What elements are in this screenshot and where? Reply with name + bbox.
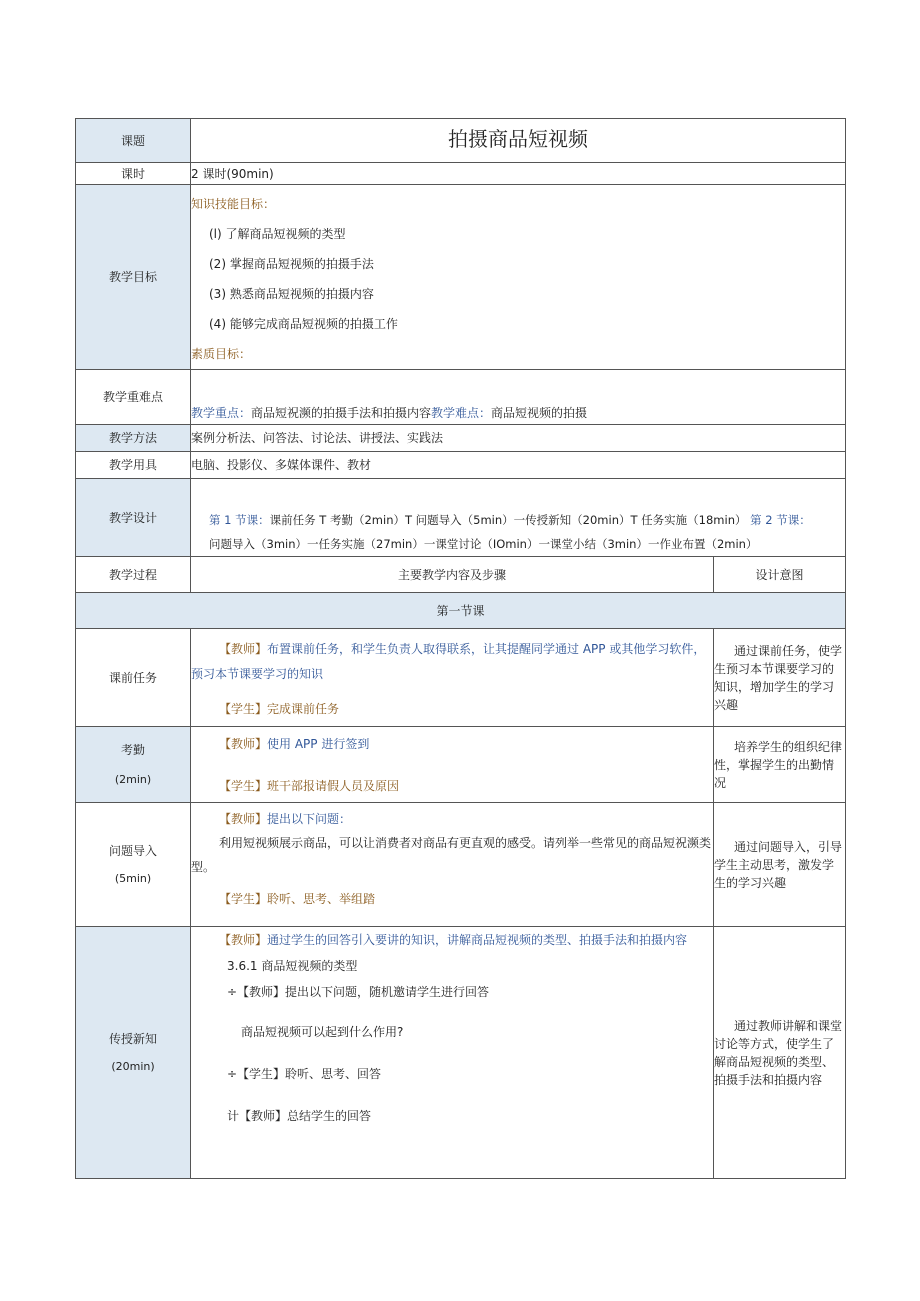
session2-title: 第 2 节课：	[750, 513, 811, 527]
quality-goal-title: 素质目标：	[191, 347, 252, 361]
pre-task-teacher	[191, 637, 713, 687]
methods-label: 教学方法	[76, 425, 191, 452]
goals-content	[191, 185, 846, 370]
teach-subsection: 3.6.1 商品短视频的类型	[227, 959, 358, 973]
tools-label: 教学用具	[76, 452, 191, 479]
session2-text: 问题导入（3min）一任务实施（27min）一课堂讨论（IOmin）一课堂小结（3min）一作业布置（2min）	[209, 537, 758, 551]
teach-teacher	[191, 929, 713, 951]
col-intent-header: 设计意图	[714, 557, 846, 593]
goals-row	[76, 185, 846, 370]
design-content	[191, 479, 846, 557]
goal-item: (2) 掌握商品短视频的拍摄手法	[209, 257, 374, 271]
student-tag: 【学生】	[219, 892, 268, 906]
intro-intent: 通过问题导入，引导学生主动思考，激发学生的学习兴趣	[714, 803, 846, 927]
attendance-name: 考勤	[120, 742, 145, 757]
tools-value: 电脑、投影仪、多媒体课件、教材	[191, 452, 846, 479]
attendance-student	[191, 775, 713, 797]
intro-teacher	[191, 807, 713, 831]
student-text: 班干部报请假人员及原因	[267, 779, 400, 793]
teach-question: 商品短视频可以起到什么作用?	[241, 1025, 404, 1039]
goal-item: (l) 了解商品短视频的类型	[209, 227, 346, 241]
col-content-header: 主要教学内容及步骤	[191, 557, 714, 593]
student-text: 完成课前任务	[267, 702, 340, 716]
topic-value	[191, 119, 846, 163]
attendance-time: (2min)	[114, 772, 152, 786]
intro-student	[191, 887, 713, 911]
keypoints-row	[76, 370, 846, 425]
goals-label: 教学目标	[76, 185, 191, 370]
lesson-title: 拍摄商品短视频	[448, 127, 588, 151]
session1-text: 课前任务 T 考勤（2min）T 问题导入（5min）一传授新知（20min）T 任务实施（18min）	[269, 513, 747, 527]
student-tag: 【学生】	[219, 779, 268, 793]
col-process-header: 教学过程	[76, 557, 191, 593]
intro-row	[76, 803, 846, 927]
teacher-tag: 【教师】	[219, 812, 268, 826]
design-label: 教学设计	[76, 479, 191, 557]
section1-title: 第一节课	[76, 593, 846, 629]
teach-name: 传授新知	[108, 1031, 157, 1046]
goal-item: (3) 熟悉商品短视频的拍摄内容	[209, 287, 374, 301]
teacher-text: 布置课前任务，和学生负责人取得联系，让其提醒同学通过 APP 或其他学习软件，预习本节课要学习的知识	[191, 642, 706, 681]
key-point-text: 商品短祝濒的拍摄手法和拍摄内容	[251, 406, 432, 420]
teach-row	[76, 927, 846, 1179]
teach-intent: 通过教师讲解和课堂讨论等方式，使学生了解商品短视频的类型、拍摄手法和拍摄内容	[714, 927, 846, 1179]
pre-task-content	[191, 629, 714, 727]
pre-task-student	[191, 697, 713, 722]
difficulty-text: 商品短视频的拍摄	[491, 406, 588, 420]
attendance-teacher	[191, 733, 713, 755]
teach-bullet-3: 计【教师】总结学生的回答	[227, 1109, 372, 1123]
topic-label: 课题	[76, 119, 191, 163]
keypoints-label: 教学重难点	[76, 370, 191, 425]
attendance-intent: 培养学生的组织纪律性，掌握学生的出勤情况	[714, 727, 846, 803]
pre-task-intent: 通过课前任务，使学生预习本节课要学习的知识，增加学生的学习兴趣	[714, 629, 846, 727]
intro-label	[76, 803, 191, 927]
intro-name: 问题导入	[108, 843, 157, 858]
session1-title: 第 1 节课：	[209, 513, 270, 527]
methods-row	[76, 425, 846, 452]
hours-label: 课时	[76, 163, 191, 185]
attendance-label	[76, 727, 191, 803]
teach-bullet-2: ÷【学生】聆听、思考、回答	[227, 1067, 382, 1081]
teacher-text: 提出以下问题：	[267, 812, 352, 826]
teach-time: (20min)	[111, 1059, 155, 1073]
intro-time: (5min)	[114, 871, 152, 885]
tools-row	[76, 452, 846, 479]
lesson-plan-table	[75, 118, 846, 1179]
teacher-text: 使用 APP 进行签到	[267, 737, 370, 751]
intro-question: 利用短视频展示商品，可以让消费者对商品有更直观的感受。请列举一些常见的商品短祝濒类型。	[191, 836, 712, 874]
hours-row	[76, 163, 846, 185]
intro-content	[191, 803, 714, 927]
keypoints-content	[191, 370, 846, 425]
teacher-tag: 【教师】	[219, 737, 268, 751]
student-text: 聆听、思考、举组踏	[267, 892, 376, 906]
teach-content	[191, 927, 714, 1179]
methods-value: 案例分析法、问答法、讨论法、讲授法、实践法	[191, 425, 846, 452]
teacher-text: 通过学生的回答引入要讲的知识，讲解商品短视频的类型、拍摄手法和拍摄内容	[267, 933, 688, 947]
knowledge-goal-title: 知识技能目标：	[191, 197, 276, 211]
attendance-row	[76, 727, 846, 803]
topic-row	[76, 119, 846, 163]
column-header-row	[76, 557, 846, 593]
teach-label	[76, 927, 191, 1179]
design-row	[76, 479, 846, 557]
teach-bullet-1: ÷【教师】提出以下问题，随机邀请学生进行回答	[227, 985, 490, 999]
hours-value: 2 课时(90min)	[191, 163, 846, 185]
teacher-tag: 【教师】	[219, 933, 268, 947]
teacher-tag: 【教师】	[219, 642, 268, 656]
pre-task-row	[76, 629, 846, 727]
attendance-content	[191, 727, 714, 803]
goal-item: (4) 能够完成商品短视频的拍摄工作	[209, 317, 398, 331]
difficulty-title: 教学难点：	[431, 406, 492, 420]
key-point-title: 教学重点：	[191, 406, 252, 420]
section1-row	[76, 593, 846, 629]
student-tag: 【学生】	[219, 702, 268, 716]
pre-task-label: 课前任务	[76, 629, 191, 727]
